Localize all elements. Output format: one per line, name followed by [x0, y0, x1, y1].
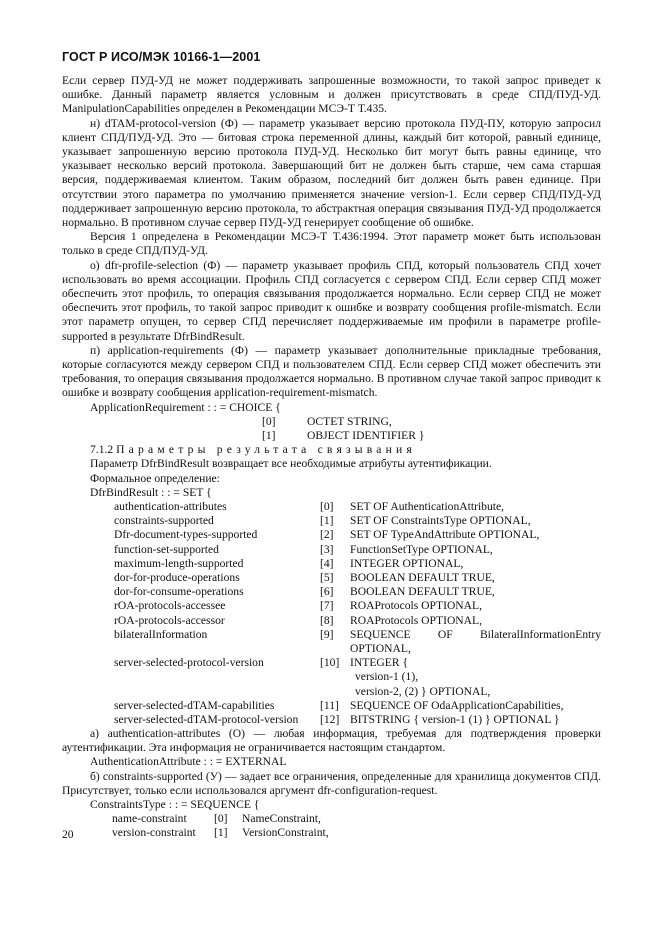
field-name: dor-for-consume-operations [114, 585, 244, 599]
field-tag: [4] [320, 556, 334, 570]
field-tag: [11] [320, 698, 339, 712]
field-tag: [1] [320, 514, 334, 528]
formal-definition-label: Формальное определение: [90, 471, 220, 485]
section-intro: Параметр DfrBindResult возвращает все необходимые атрибуты аутентификации. [90, 457, 492, 471]
field-row [62, 699, 601, 713]
constraints-type-head: ConstraintsType : : = SEQUENCE { [90, 798, 260, 812]
choice-row [62, 429, 601, 443]
field-row [62, 514, 601, 528]
field-row [62, 656, 601, 670]
field-type: ROAProtocols OPTIONAL, [350, 599, 483, 613]
field-name: bilateralInformation [114, 627, 208, 641]
field-tag: [7] [320, 599, 334, 613]
field-row [62, 713, 601, 727]
choice-definition-head: ApplicationRequirement : : = CHOICE { [90, 400, 281, 414]
paragraph-item-n: н) dTAM-protocol-version (Ф) — параметр указывает версию протокола ПУД-ПУ, которую запросил клиент СПД/ПУД-УД. Это — битовая строка переменной длины, каждый бит которой, равный единице, указывает запрошенную версию протокола ПУД-УД. Несколько бит могут быть равны единице, что указывает несколько версий протокола. Завершающий бит не должен быть старше, чем сама старшая версия, поддерживаемая клиентом. Таким образом, последний бит должен быть равен единице. При отсутствии этого параметра по умолчанию применяется значение version-1. Если сервер СПД/ПУД-УД поддерживает запрошенную версию протокола, то абстрактная операция связывания ПУД-УД продолжается нормально. В противном случае сервер ПУД-УД генерирует сообщение об ошибке. [62, 116, 601, 230]
field-name: rOA-protocols-accessor [114, 613, 225, 627]
field-type: BITSTRING { version-1 (1) } OPTIONAL } [350, 712, 560, 726]
constraint-name: name-constraint [112, 812, 187, 826]
field-row [62, 614, 601, 628]
field-type: SET OF TypeAndAttribute OPTIONAL, [350, 528, 540, 542]
field-tag: [5] [320, 571, 334, 584]
field-type: INTEGER OPTIONAL, [350, 556, 464, 570]
field-type: FunctionSetType OPTIONAL, [350, 542, 493, 556]
section-number: 7.1.2 [90, 443, 114, 457]
field-row-continuation [62, 642, 601, 656]
page-number: 20 [62, 828, 74, 841]
field-tag: [0] [320, 500, 334, 514]
field-type: SEQUENCE OF BilateralInformationEntry [350, 627, 601, 641]
constraint-name: version-constraint [112, 826, 196, 840]
field-type: ROAProtocols OPTIONAL, [350, 613, 483, 627]
set-definition-head: DfrBindResult : : = SET { [90, 485, 212, 499]
field-tag: [8] [320, 613, 334, 627]
auth-attribute-definition: AuthenticationAttribute : : = EXTERNAL [90, 755, 287, 769]
choice-tag: [0] [262, 414, 276, 428]
field-tag: [2] [320, 528, 334, 542]
paragraph-item-p: п) application-requirements (Ф) — параметр указывает дополнительные прикладные требования, которые согласуются между сервером СПД и пользователем СПД. Если сервер СПД может обеспечить эти требования, то операция связывания продолжается нормально. В противном случае такой запрос приводит к ошибке и возврату сообщения application-requirement-mismatch. [62, 343, 601, 400]
field-row [62, 628, 601, 642]
field-row-continuation [62, 685, 601, 699]
paragraph: Если сервер ПУД-УД не может поддерживать запрошенные возможности, то такой запрос приведет к ошибке. Данный параметр является условным и должен присутствовать в среде СПД/ПУД-УД. ManipulationCapabilities определен в Рекомендации МСЭ-Т Т.435. [62, 74, 601, 116]
field-tag: [6] [320, 585, 334, 599]
section-title: Параметры результата связывания [116, 443, 416, 457]
field-name: server-selected-dTAM-capabilities [114, 698, 275, 712]
constraint-tag: [1] [214, 826, 228, 840]
field-type-continuation: OPTIONAL, [350, 641, 411, 655]
choice-type: OBJECT IDENTIFIER } [307, 429, 425, 443]
field-name: dor-for-produce-operations [114, 571, 240, 584]
choice-type: OCTET STRING, [307, 414, 392, 428]
field-row [62, 571, 601, 585]
field-name: constraints-supported [114, 514, 214, 528]
field-name: Dfr-document-types-supported [114, 528, 258, 542]
field-name: server-selected-protocol-version [114, 656, 264, 670]
constraint-type: VersionConstraint, [242, 826, 329, 840]
constraint-row [62, 812, 601, 826]
field-type: SEQUENCE OF OdaApplicationCapabilities, [350, 698, 564, 712]
choice-row [62, 415, 601, 429]
paragraph-item-b: б) constraints-supported (У) — задает все ограничения, определенные для хранилища документов СПД. Присутствует, только если использовался аргумент dfr-configuration-request. [62, 769, 601, 797]
constraint-row [62, 826, 601, 840]
field-row-continuation [62, 670, 601, 684]
choice-tag: [1] [262, 429, 276, 443]
field-type: BOOLEAN DEFAULT TRUE, [350, 585, 495, 599]
page-header: ГОСТ Р ИСО/МЭК 10166-1—2001 [62, 50, 261, 64]
field-tag: [12] [320, 712, 340, 726]
field-name: rOA-protocols-accessee [114, 599, 226, 613]
field-name: function-set-supported [114, 542, 219, 556]
field-list [62, 500, 601, 727]
field-tag: [10] [320, 656, 340, 670]
constraint-type: NameConstraint, [242, 812, 321, 826]
field-type-continuation: version-1 (1), [355, 670, 419, 684]
field-type: SET OF AuthenticationAttribute, [350, 500, 505, 514]
field-type: INTEGER { [350, 656, 409, 670]
field-row [62, 500, 601, 514]
field-row [62, 528, 601, 542]
section-heading [62, 443, 601, 457]
field-row [62, 585, 601, 599]
paragraph-item-o: о) dfr-profile-selection (Ф) — параметр указывает профиль СПД, который пользователь СПД хочет использовать во время ассоциации. Профиль СПД согласуется с сервером СПД. Если сервер СПД может обеспечить этот профиль, то операция связывания продолжается нормально. Если сервер СПД не может обеспечить этот профиль, то такой запрос приводит к ошибке и возврату сообщения profile-mismatch. Если этот параметр опущен, то сервер СПД перечисляет поддерживаемые им профили в параметре profile-supported в результате DfrBindResult. [62, 258, 601, 343]
body-text [62, 74, 601, 841]
paragraph: Версия 1 определена в Рекомендации МСЭ-Т Т.436:1994. Этот параметр может быть использован только в среде СПД/ПУД-УД. [62, 230, 601, 258]
field-row [62, 599, 601, 613]
field-tag: [9] [320, 627, 334, 641]
paragraph-item-a: а) authentication-attributes (О) — любая информация, требуемая для подтверждения проверки аутентификации. Эта информация не ограничивается настоящим стандартом. [62, 727, 601, 755]
field-row [62, 557, 601, 571]
field-name: maximum-length-supported [114, 556, 244, 570]
field-type: SET OF ConstraintsType OPTIONAL, [350, 514, 531, 528]
field-tag: [3] [320, 542, 334, 556]
field-type-continuation: version-2, (2) } OPTIONAL, [355, 684, 491, 698]
field-name: authentication-attributes [114, 500, 227, 514]
constraint-tag: [0] [214, 812, 228, 826]
field-row [62, 543, 601, 557]
field-type: BOOLEAN DEFAULT TRUE, [350, 571, 495, 584]
field-name: server-selected-dTAM-protocol-version [114, 712, 299, 726]
